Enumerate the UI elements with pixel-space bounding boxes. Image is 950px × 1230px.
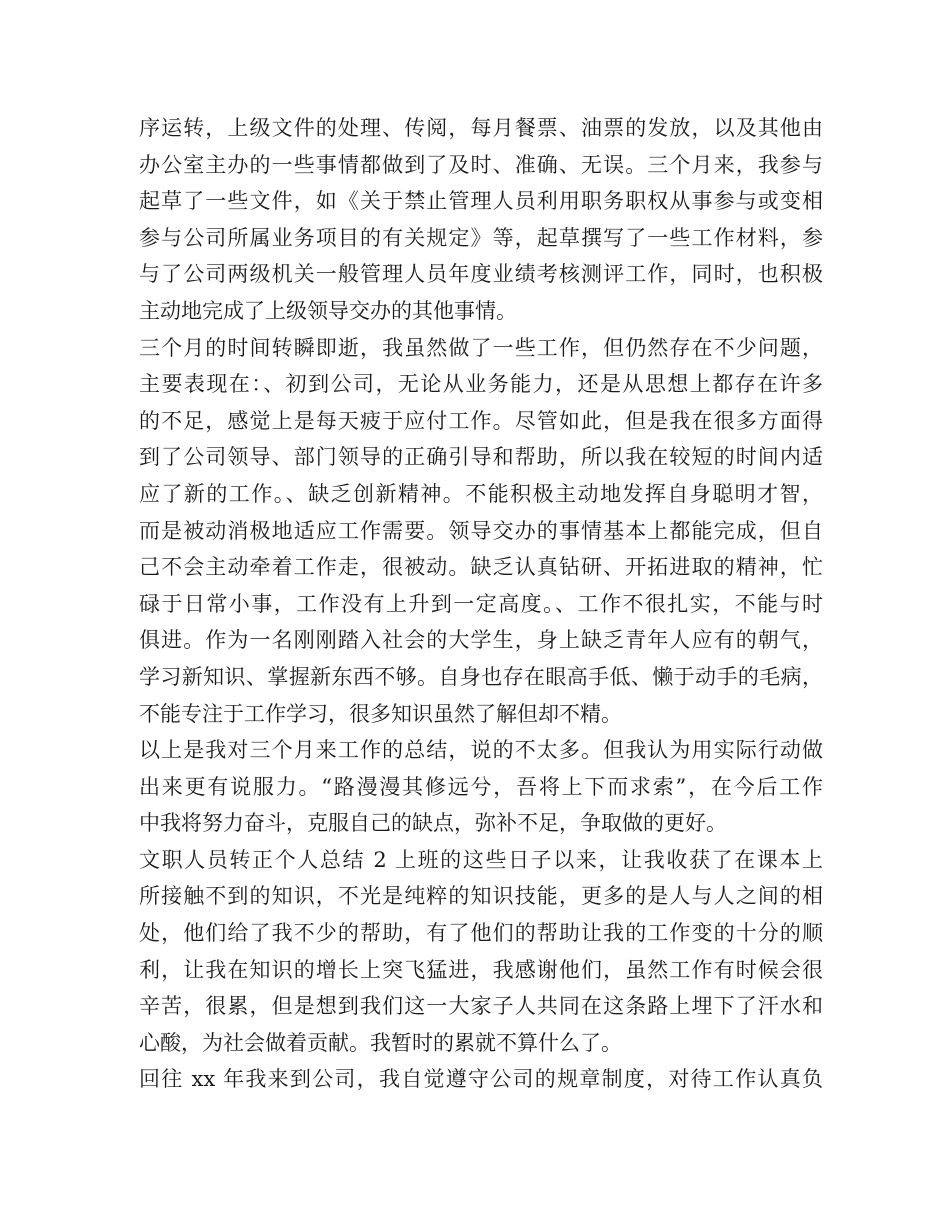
text-line: 己不会主动牵着工作走，很被动。缺乏认真钻研、开拓进取的精神，忙 xyxy=(139,555,823,580)
text-line: 回往 xx 年我来到公司，我自觉遵守公司的规章制度，对待工作认真负 xyxy=(139,1067,823,1092)
text-line: 主要表现在：、初到公司，无论从业务能力，还是从思想上都存在许多 xyxy=(139,372,823,397)
text-line: 不能专注于工作学习，很多知识虽然了解但却不精。 xyxy=(139,701,622,726)
text-line: 俱进。作为一名刚刚踏入社会的大学生，身上缺乏青年人应有的朝气， xyxy=(139,628,823,653)
text-line: 主动地完成了上级领导交办的其他事情。 xyxy=(139,298,517,323)
text-line: 与了公司两级机关一般管理人员年度业绩考核测评工作，同时，也积极 xyxy=(139,262,823,287)
text-line: 学习新知识、掌握新东西不够。自身也存在眼高手低、懒于动手的毛病， xyxy=(139,664,823,689)
text-line: 出来更有说服力。“路漫漫其修远兮，吾将上下而求索”，在今后工作 xyxy=(139,774,823,799)
text-line: 碌于日常小事，工作没有上升到一定高度。、工作不很扎实，不能与时 xyxy=(139,591,823,616)
text-line: 办公室主办的一些事情都做到了及时、准确、无误。三个月来，我参与 xyxy=(139,152,823,177)
text-line: 心酸，为社会做着贡献。我暂时的累就不算什么了。 xyxy=(139,1030,622,1055)
text-line: 而是被动消极地适应工作需要。领导交办的事情基本上都能完成，但自 xyxy=(139,518,823,543)
text-line: 处，他们给了我不少的帮助，有了他们的帮助让我的工作变的十分的顺 xyxy=(139,921,823,946)
text-line: 中我将努力奋斗，克服自己的缺点，弥补不足，争取做的更好。 xyxy=(139,811,727,836)
text-line: 所接触不到的知识，不光是纯粹的知识技能，更多的是人与人之间的相 xyxy=(139,884,823,909)
text-line: 序运转，上级文件的处理、传阅，每月餐票、油票的发放，以及其他由 xyxy=(139,116,823,140)
document-body xyxy=(139,110,823,1098)
text-line: 以上是我对三个月来工作的总结，说的不太多。但我认为用实际行动做 xyxy=(139,738,823,763)
text-line: 到了公司领导、部门领导的正确引导和帮助，所以我在较短的时间内适 xyxy=(139,445,823,470)
text-line: 辛苦，很累，但是想到我们这一大家子人共同在这条路上埋下了汗水和 xyxy=(139,994,823,1019)
text-line: 应了新的工作。、缺乏创新精神。不能积极主动地发挥自身聪明才智， xyxy=(139,481,823,506)
text-line: 三个月的时间转瞬即逝，我虽然做了一些工作，但仍然存在不少问题， xyxy=(139,335,823,360)
text-line: 利，让我在知识的增长上突飞猛进，我感谢他们，虽然工作有时候会很 xyxy=(139,957,823,982)
text-line: 参与公司所属业务项目的有关规定》等，起草撰写了一些工作材料，参 xyxy=(139,225,823,250)
text-line: 的不足，感觉上是每天疲于应付工作。尽管如此，但是我在很多方面得 xyxy=(139,408,823,433)
text-line: 起草了一些文件，如《关于禁止管理人员利用职务职权从事参与或变相 xyxy=(139,189,823,214)
text-line: 文职人员转正个人总结 2 上班的这些日子以来，让我收获了在课本上 xyxy=(139,847,823,872)
